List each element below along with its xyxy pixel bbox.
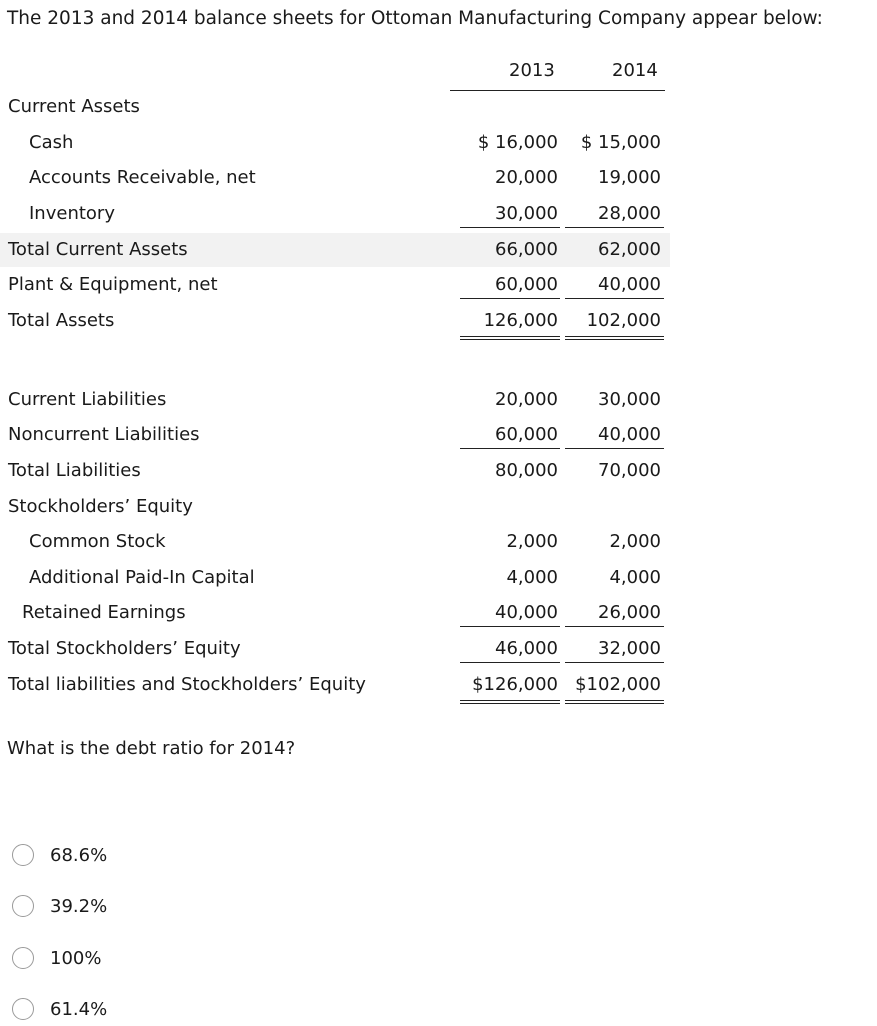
row-common-stock (0, 525, 670, 559)
answer-option-c[interactable] (12, 945, 212, 975)
value-2014: 4,000 (609, 567, 661, 588)
row-label: Additional Paid-In Capital (29, 567, 255, 588)
value-2014: $ 15,000 (580, 132, 661, 153)
value-2014: 70,000 (598, 460, 661, 481)
row-label: Total Liabilities (8, 460, 141, 481)
row-label: Total Assets (8, 310, 115, 331)
question-heading: The 2013 and 2014 balance sheets for Ottoman Manufacturing Company appear below: (7, 8, 823, 29)
column-header-2013: 2013 (509, 60, 555, 81)
value-2013: 126,000 (483, 310, 558, 331)
value-2014: 62,000 (598, 239, 661, 260)
column-header-2014: 2014 (612, 60, 658, 81)
row-label: Retained Earnings (22, 602, 186, 623)
answer-option-label[interactable]: 68.6% (50, 845, 108, 866)
row-accounts-receivable (0, 161, 670, 195)
value-2014: 40,000 (598, 274, 661, 295)
value-2013: 80,000 (495, 460, 558, 481)
value-2014: 19,000 (598, 167, 661, 188)
row-additional-paid-in-capital (0, 561, 670, 595)
value-2014: 28,000 (598, 203, 661, 224)
row-total-current-assets (0, 233, 670, 267)
row-stockholders-equity (0, 490, 670, 524)
value-2013: $126,000 (472, 674, 558, 695)
value-2014: 40,000 (598, 424, 661, 445)
value-2013: 60,000 (495, 274, 558, 295)
row-retained-earnings (0, 596, 670, 630)
row-label: Total Stockholders’ Equity (8, 638, 241, 659)
row-label: Total Current Assets (8, 239, 188, 260)
value-2013: 4,000 (506, 567, 558, 588)
row-label: Accounts Receivable, net (29, 167, 256, 188)
row-current-liabilities (0, 383, 670, 417)
value-2013: 30,000 (495, 203, 558, 224)
value-2014: 2,000 (609, 531, 661, 552)
row-inventory (0, 197, 670, 231)
question-text: What is the debt ratio for 2014? (7, 738, 296, 759)
value-2014: 30,000 (598, 389, 661, 410)
row-label: Current Liabilities (8, 389, 167, 410)
value-2013: 60,000 (495, 424, 558, 445)
row-current-assets (0, 90, 670, 124)
radio-button[interactable] (12, 998, 34, 1020)
answer-option-b[interactable] (12, 893, 212, 923)
value-2013: 66,000 (495, 239, 558, 260)
radio-button[interactable] (12, 895, 34, 917)
row-label: Plant & Equipment, net (8, 274, 218, 295)
row-label: Total liabilities and Stockholders’ Equity (8, 674, 366, 695)
row-total-stockholders-equity (0, 632, 670, 666)
answer-option-a[interactable] (12, 842, 212, 872)
row-label: Cash (29, 132, 74, 153)
answer-option-label[interactable]: 61.4% (50, 999, 108, 1020)
row-noncurrent-liabilities (0, 418, 670, 452)
row-label: Stockholders’ Equity (8, 496, 193, 517)
value-2014: 32,000 (598, 638, 661, 659)
row-total-liabilities-and-equity (0, 668, 670, 702)
row-label: Current Assets (8, 96, 140, 117)
radio-button[interactable] (12, 844, 34, 866)
value-2014: 26,000 (598, 602, 661, 623)
value-2013: 2,000 (506, 531, 558, 552)
radio-button[interactable] (12, 947, 34, 969)
answer-option-d[interactable] (12, 996, 212, 1026)
value-2014: 102,000 (586, 310, 661, 331)
row-label: Inventory (29, 203, 115, 224)
row-cash (0, 126, 670, 160)
row-label: Noncurrent Liabilities (8, 424, 200, 445)
value-2013: 40,000 (495, 602, 558, 623)
row-plant-equipment (0, 268, 670, 302)
value-2013: 20,000 (495, 389, 558, 410)
value-2013: 46,000 (495, 638, 558, 659)
row-total-liabilities (0, 454, 670, 488)
answer-option-label[interactable]: 100% (50, 948, 102, 969)
row-total-assets (0, 304, 670, 338)
row-label: Common Stock (29, 531, 166, 552)
value-2013: $ 16,000 (477, 132, 558, 153)
value-2014: $102,000 (575, 674, 661, 695)
value-2013: 20,000 (495, 167, 558, 188)
answer-option-label[interactable]: 39.2% (50, 896, 108, 917)
